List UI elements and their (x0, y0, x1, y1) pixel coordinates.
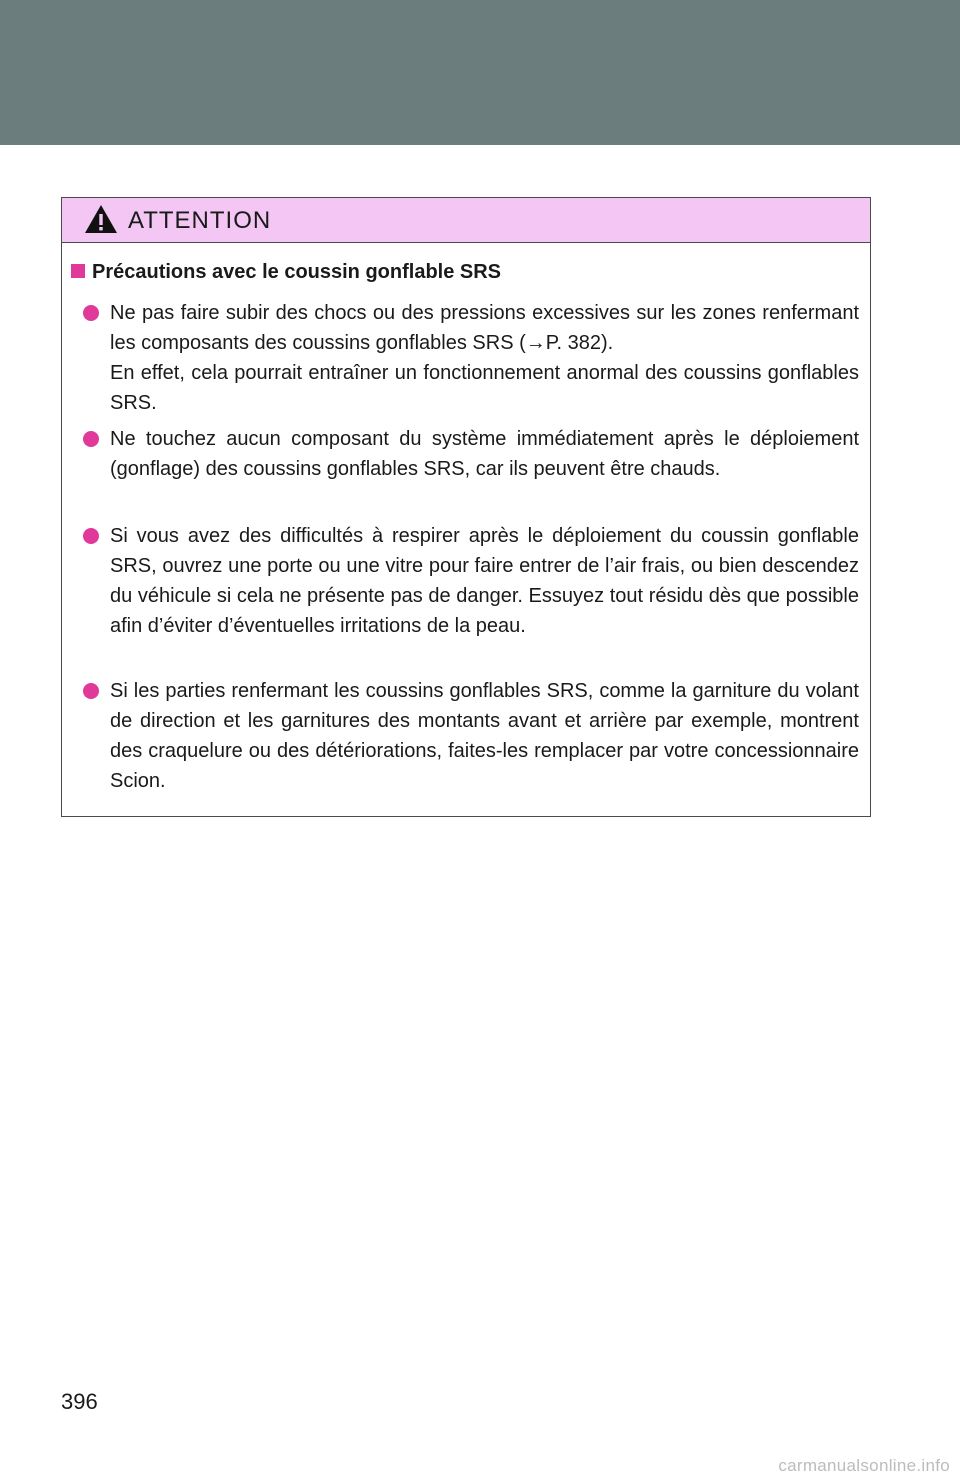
bullet-dot-icon (83, 431, 99, 447)
caution-item-text: Si vous avez des difficultés à respirer après le déploiement du coussin gonflable SRS, ouvrez une porte ou une vitre pour faire entrer de l’air frais, ou bien descendez du véhicule si cela ne présente pas de danger. Essuyez tout résidu dès que possible afin d’éviter d’éventuelles irritations de la peau. (110, 525, 859, 637)
section-title-text: Précautions avec le coussin gonflable SRS (92, 261, 502, 283)
caution-box (61, 197, 871, 817)
caution-header (62, 198, 870, 243)
watermark: carmanualsonline.info (778, 1456, 950, 1475)
bullet-dot-icon (83, 683, 99, 699)
caution-item-text: En effet, cela pourrait entraîner un fonctionnement anormal des coussins gonflables SRS. (110, 362, 859, 414)
bullet-dot-icon (83, 528, 99, 544)
caution-item-text: Ne touchez aucun composant du système immédiatement après le déploiement (gonflage) des coussins gonflables SRS, car ils peuvent être chauds. (110, 428, 859, 480)
page-number: 396 (61, 1389, 98, 1414)
warning-triangle-icon (84, 204, 118, 234)
caution-item-text: Ne pas faire subir des chocs ou des pressions excessives sur les zones renfermant les composants des coussins gonflables SRS (→P. 382). (110, 302, 859, 354)
section-square-icon (71, 264, 85, 278)
caution-item (110, 521, 859, 641)
caution-title: ATTENTION (128, 207, 272, 234)
caution-item-text: Si les parties renfermant les coussins gonflables SRS, comme la garniture du volant de direction et les garnitures des montants avant et arrière par exemple, montrent des craquelure ou des détériorations, faites-les remplacer par votre concessionnaire Scion. (110, 680, 859, 792)
bullet-dot-icon (83, 305, 99, 321)
caution-item (110, 676, 859, 796)
caution-item (110, 424, 859, 484)
page-header-band (0, 0, 960, 145)
caution-item (110, 298, 859, 418)
section-title (71, 261, 501, 284)
